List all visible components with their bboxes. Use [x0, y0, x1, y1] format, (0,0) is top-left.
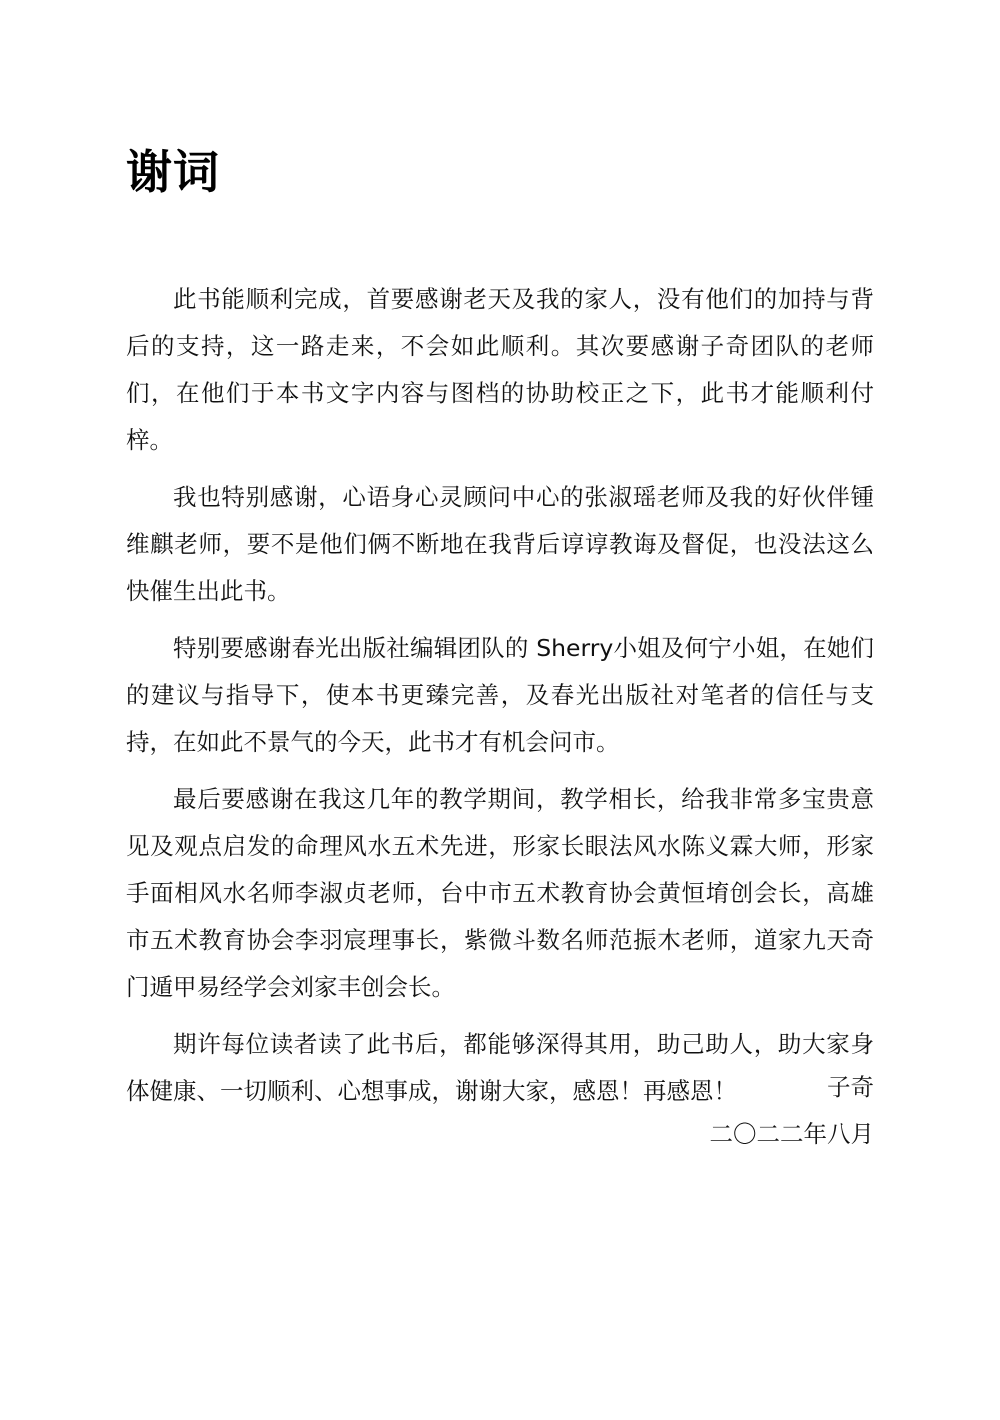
paragraph-3: 特别要感谢春光出版社编辑团队的 Sherry小姐及何宁小姐，在她们的建议与指导下，使本书更臻完善，及春光出版社对笔者的信任与支持，在如此不景气的今天，此书才有机会问市。 — [126, 634, 874, 756]
page-title: 谢词 — [126, 145, 220, 199]
signature-author: 子奇 — [827, 1073, 874, 1101]
paragraph-2: 我也特别感谢，心语身心灵顾问中心的张淑瑶老师及我的好伙伴锺维麒老师，要不是他们俩不断地在我背后谆谆教诲及督促，也没法这么快催生出此书。 — [126, 483, 874, 605]
signature-date: 二〇二二年八月 — [709, 1120, 874, 1148]
acknowledgement-body — [126, 276, 874, 1125]
paragraph-1: 此书能顺利完成，首要感谢老天及我的家人，没有他们的加持与背后的支持，这一路走来，不会如此顺利。其次要感谢子奇团队的老师们，在他们于本书文字内容与图档的协助校正之下，此书才能顺利付梓。 — [126, 285, 874, 454]
signature-block — [710, 1064, 875, 1158]
paragraph-5: 期许每位读者读了此书后，都能够深得其用，助己助人，助大家身体健康、一切顺利、心想事成，谢谢大家，感恩！再感恩！ — [126, 1030, 874, 1105]
paragraph-4: 最后要感谢在我这几年的教学期间，教学相长，给我非常多宝贵意见及观点启发的命理风水五术先进，形家长眼法风水陈义霖大师，形家手面相风水名师李淑贞老师，台中市五术教育协会黄恒堉创会长，高雄市五术教育协会李羽宸理事长，紫微斗数名师范振木老师，道家九天奇门遁甲易经学会刘家丰创会长。 — [126, 785, 874, 1001]
